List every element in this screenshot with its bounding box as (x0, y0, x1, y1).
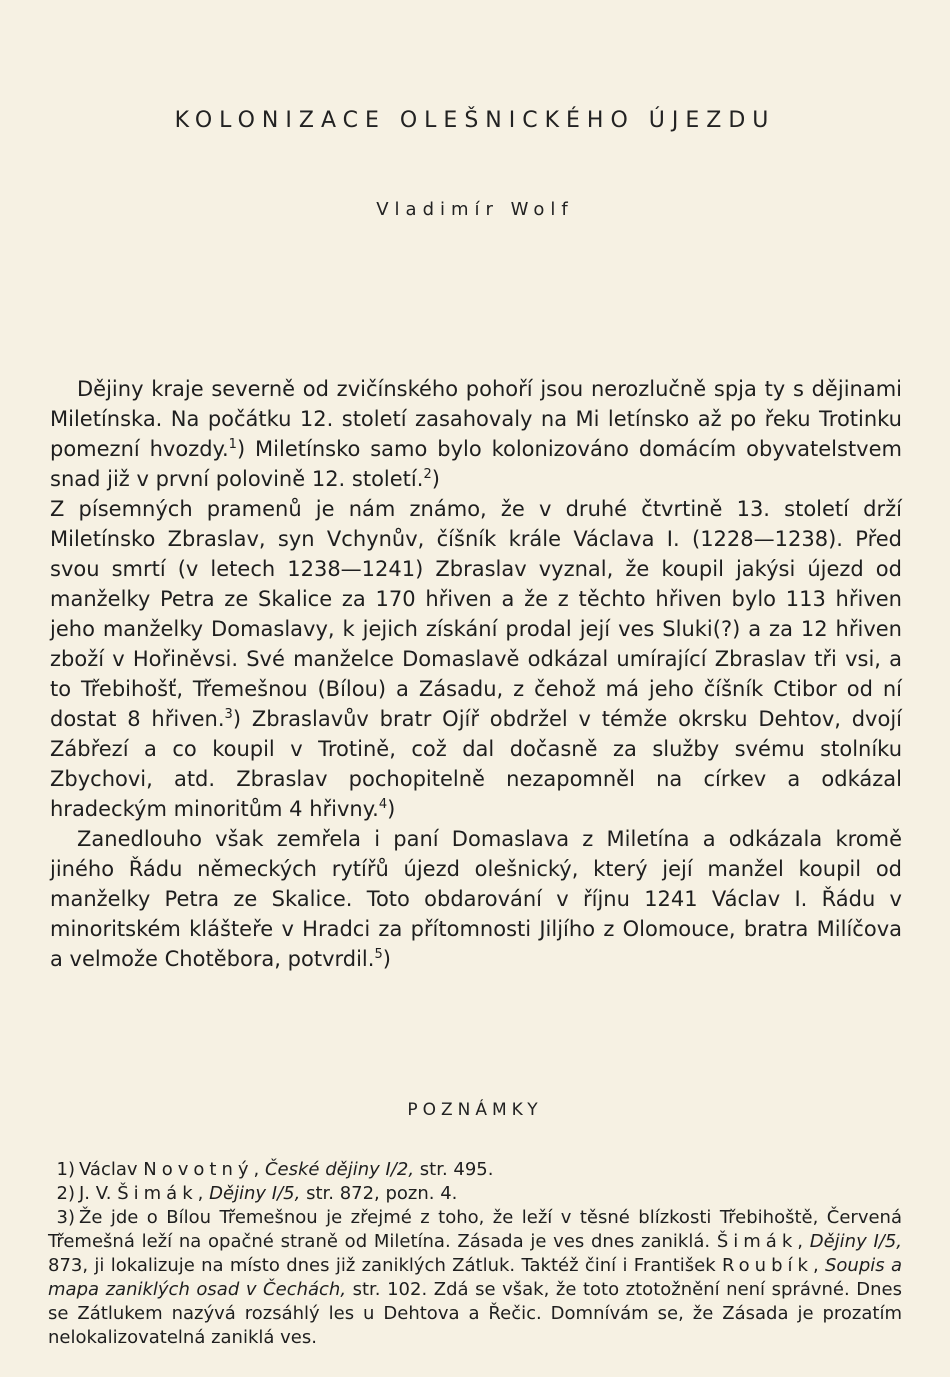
footnote-ref-2: 2 (423, 467, 432, 482)
footnote-text: str. 495. (414, 1159, 494, 1180)
footnote-2 (48, 1182, 902, 1206)
footnote-work: České dějiny I/2, (264, 1159, 415, 1180)
footnote-ref-5: 5 (374, 947, 383, 962)
footnote-number: 1) (56, 1159, 75, 1180)
footnote-text: Václav (79, 1159, 144, 1180)
footnote-author: Šimák (716, 1231, 798, 1252)
paragraph-text: ) Zbraslavův bratr Ojíř obdržel v témže okrsku Dehtov, dvojí Zábřezí a co koupil v Trotině, což dal dočasně za služby svému stolníku Zbychovi, atd. Zbraslav pochopitelně nezapomněl na církev a odkázal hradeckým minoritům 4 hřivny. (50, 707, 903, 821)
footnote-text: str. 872, pozn. 4. (300, 1183, 458, 1204)
footnote-text: J. V. (79, 1183, 118, 1204)
footnote-number: 3) (56, 1207, 75, 1228)
footnote-number: 2) (56, 1183, 75, 1204)
paragraph-2 (50, 494, 902, 824)
paragraph-3 (50, 824, 902, 974)
paragraph-text: Dějiny kraje severně od zvičínského pohoří jsou nerozlučně spja ty s dějinami Miletínska. Na počátku 12. století zasahovaly na Mi letínsko až po řeku Trotinku pomezní hvozdy. (50, 377, 902, 461)
footnote-text: , (197, 1183, 210, 1204)
footnote-text: , (797, 1231, 810, 1252)
paragraph-text: Zanedlouho však zemřela i paní Domaslava z Miletína a odkázala kromě jiného Řádu německých rytířů újezd olešnický, který její manžel koupil od manželky Petra ze Skalice. Toto obdarování v říjnu 1241 Václav I. Řádu v minoritském klášteře v Hradci za přítomnosti Jiljího z Olomouce, bratra Milíčova a velmože Chotěbora, potvrdil. (50, 827, 902, 971)
footnote-author: Roubík (721, 1255, 813, 1276)
footnote-ref-4: 4 (378, 797, 388, 812)
footnote-text: , (253, 1159, 265, 1180)
footnote-text: , (812, 1255, 825, 1276)
footnotes (48, 1158, 902, 1350)
footnote-work: Dějiny I/5, (209, 1183, 301, 1204)
footnote-author: Šimák (117, 1183, 198, 1204)
footnote-work: Soupis a mapa zaniklých osad v Čechách, (48, 1255, 902, 1300)
paragraph-text: ) Miletínsko samo bylo kolonizováno domácím obyvatelstvem snad již v první polovině 12. století. (50, 437, 902, 491)
footnote-ref-1: 1 (228, 437, 237, 452)
notes-heading: POZNÁMKY (407, 1100, 543, 1120)
paragraph-text: ) (431, 467, 440, 491)
footnote-work: Dějiny I/5, (809, 1231, 902, 1252)
footnote-ref-3: 3 (224, 707, 233, 722)
paragraph-text: Z písemných pramenů je nám známo, že v druhé čtvrtině 13. století drží Miletínsko Zbraslav, syn Vchynův, číšník krále Václava I. (1228—1238). Před svou smrtí (v letech 1238—1241) Zbraslav vyznal, že koupil jakýsi újezd od manželky Petra ze Skalice za 170 hřiven a že z těchto hřiven bylo 113 hřiven jeho manželky Domaslavy, k jejich získání prodal její ves Sluki(?) a za 12 hřiven zboží v Hořiněvsi. Své manželce Domaslavě odkázal umírající Zbraslav tři vsi, a to Třebihošť, Třemešnou (Bílou) a Zásadu, z čehož má jeho číšník Ctibor od ní dostat 8 hřiven. (50, 497, 902, 731)
footnote-text: Že jde o Bílou Třemešnou je zřejmé z toho, že leží v těsné blízkosti Třebihoště, Červená Třemešná leží na opačné straně od Miletína. Zásada je ves dnes zaniklá. (48, 1207, 902, 1252)
footnote-text: str. 102. Zdá se však, že toto ztotožnění není správné. Dnes se Zátlukem nazývá rozsáhlý les u Dehtova a Řečic. Domnívám se, že Zásada je prozatím nelokalizovatelná zaniklá ves. (48, 1279, 902, 1348)
footnote-3 (48, 1206, 902, 1350)
paragraph-text: ) (387, 797, 396, 821)
article-title: KOLONIZACE OLEŠNICKÉHO ÚJEZDU (174, 108, 776, 133)
footnote-text: 873, ji lokalizuje na místo dnes již zaniklých Zátluk. Taktéž činí i František (48, 1255, 722, 1276)
paragraph-1 (50, 374, 902, 494)
footnote-author: Novotný (143, 1159, 254, 1180)
footnote-1 (48, 1158, 902, 1182)
article-author: Vladimír Wolf (376, 199, 574, 220)
paragraph-text: ) (382, 947, 391, 971)
article-body (50, 374, 902, 974)
